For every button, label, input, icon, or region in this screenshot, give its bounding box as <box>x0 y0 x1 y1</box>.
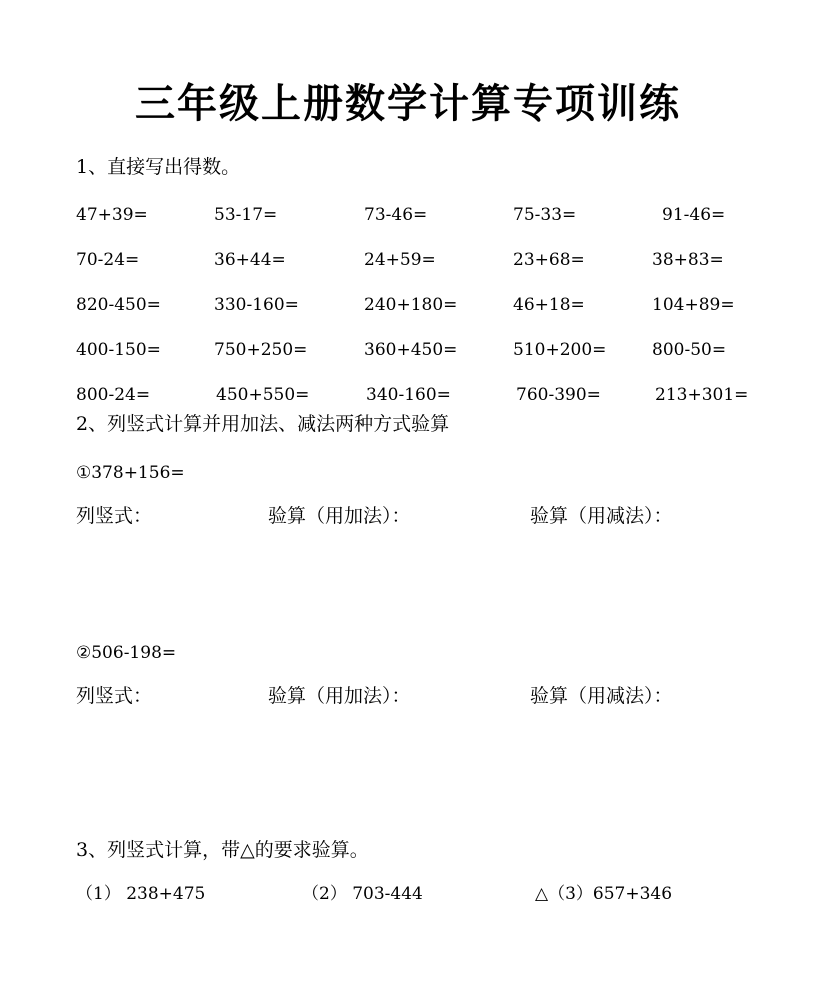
calc-item: 73-46= <box>364 205 428 225</box>
calc-item: 104+89= <box>652 295 735 315</box>
check-sub-label: 验算（用减法）： <box>530 505 673 527</box>
check-add-label: 验算（用加法）： <box>268 505 411 527</box>
calc-item: 400-150= <box>76 340 161 360</box>
calc-item: 510+200= <box>513 340 607 360</box>
calc-item: 360+450= <box>364 340 458 360</box>
calc-item: 75-33= <box>513 205 577 225</box>
calc-item: 750+250= <box>214 340 308 360</box>
calc-item: 36+44= <box>214 250 286 270</box>
section-1-heading: 1、直接写出得数。 <box>76 156 241 178</box>
calc-item: 23+68= <box>513 250 585 270</box>
calc-item: 213+301= <box>655 385 749 405</box>
calc-item: 760-390= <box>516 385 601 405</box>
vertical-form-label: 列竖式： <box>76 505 153 527</box>
calc-item: 53-17= <box>214 205 278 225</box>
calc-item: 46+18= <box>513 295 585 315</box>
section-2-heading: 2、列竖式计算并用加法、减法两种方式验算 <box>76 413 450 435</box>
problem-expression: （1） 238+475 <box>76 884 206 904</box>
calc-item: 330-160= <box>214 295 299 315</box>
problem-expression: △（3）657+346 <box>535 884 673 904</box>
page-title: 三年级上册数学计算专项训练 <box>135 81 681 127</box>
calc-item: 38+83= <box>652 250 724 270</box>
calc-item: 70-24= <box>76 250 140 270</box>
calc-item: 800-50= <box>652 340 727 360</box>
calc-item: 91-46= <box>662 205 726 225</box>
check-sub-label: 验算（用减法）： <box>530 685 673 707</box>
problem-expression: ①378+156= <box>76 463 185 483</box>
problem-expression: ②506-198= <box>76 643 177 663</box>
vertical-form-label: 列竖式： <box>76 685 153 707</box>
calc-item: 47+39= <box>76 205 148 225</box>
calc-item: 340-160= <box>366 385 451 405</box>
problem-expression: （2） 703-444 <box>302 884 423 904</box>
calc-item: 24+59= <box>364 250 436 270</box>
calc-item: 800-24= <box>76 385 151 405</box>
calc-item: 450+550= <box>216 385 310 405</box>
calc-item: 240+180= <box>364 295 458 315</box>
check-add-label: 验算（用加法）： <box>268 685 411 707</box>
section-3-heading: 3、列竖式计算，带△的要求验算。 <box>76 839 369 861</box>
calc-item: 820-450= <box>76 295 161 315</box>
